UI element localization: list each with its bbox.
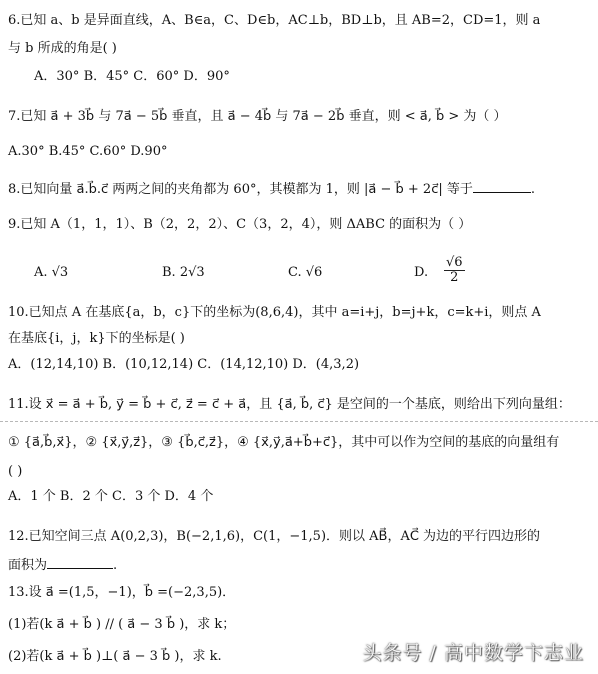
watermark: 头条号 / 高中数学卞志业 — [362, 642, 584, 664]
question-10-line-2: 在基底{i，j，k}下的坐标是( ) — [8, 331, 185, 346]
question-8-stem — [8, 180, 535, 199]
fraction-denominator: 2 — [450, 270, 459, 285]
question-7-options: A.30° B.45° C.60° D.90° — [8, 144, 168, 159]
question-9-stem: 9.已知 A（1，1，1）、B（2，2，2）、C（3，2，4），则 ΔABC 的面积为（ ） — [8, 217, 472, 232]
question-11-line-3: ( ) — [8, 464, 23, 479]
question-7-stem: 7.已知 a⃗ + 3b⃗ 与 7a⃗ − 5b⃗ 垂直，且 a⃗ − 4b⃗ 与 7a⃗ − 2b⃗ 垂直，则 < a⃗, b⃗ > 为（ ） — [8, 109, 507, 124]
question-8-text: 8.已知向量 a⃗.b⃗.c⃗ 两两之间的夹角都为 60°，其模都为 1，则 |a⃗ − b⃗ + 2c⃗| 等于 — [8, 182, 473, 197]
page-divider — [0, 421, 598, 422]
question-12-text: 面积为 — [8, 558, 48, 573]
fraction-numerator: √6 — [446, 255, 463, 270]
question-13-part-1: (1)若(k a⃗ + b⃗ ) // ( a⃗ − 3 b⃗ )，求 k； — [8, 617, 236, 632]
question-6-options: A．30° B．45° C．60° D．90° — [34, 69, 230, 84]
answer-blank — [473, 180, 531, 193]
question-12-line-2 — [8, 556, 117, 575]
question-13-stem: 13.设 a⃗ =(1,5，−1)，b⃗ =(−2,3,5)． — [8, 585, 236, 600]
question-11-options: A．1 个 B．2 个 C．3 个 D．4 个 — [8, 489, 214, 504]
question-10-line-1: 10.已知点 A 在基底{a，b，c}下的坐标为(8,6,4)，其中 a=i+j，b=j+k，c=k+i，则点 A — [8, 305, 541, 320]
question-9-options — [34, 255, 474, 298]
question-9-option-c: C. √6 — [288, 265, 323, 280]
question-11-line-1: 11.设 x⃗ = a⃗ + b⃗, y⃗ = b⃗ + c⃗, z⃗ = c⃗ + a⃗，且 {a⃗, b⃗, c⃗} 是空间的一个基底，则给出下列向量组： — [8, 397, 571, 412]
question-9-option-d-label: D. — [414, 265, 429, 280]
question-12-line-1: 12.已知空间三点 A(0,2,3)，B(−2,1,6)，C(1，−1,5)．则以 AB⃗，AC⃗ 为边的平行四边形的 — [8, 529, 541, 544]
question-9-option-d-fraction — [444, 256, 465, 285]
question-9-option-b: B. 2√3 — [162, 265, 205, 280]
question-9-option-a: A. √3 — [34, 265, 69, 280]
question-6-line-2: 与 b 所成的角是( ) — [8, 41, 117, 56]
question-12-end: . — [113, 558, 118, 573]
question-10-options: A．(12,14,10) B．(10,12,14) C．(14,12,10) D．(4,3,2) — [8, 357, 360, 372]
question-6-line-1: 6.已知 a、b 是异面直线，A、B∈a，C、D∈b，AC⊥b，BD⊥b，且 AB=2，CD=1，则 a — [8, 13, 541, 28]
answer-blank — [47, 556, 113, 569]
question-11-line-2: ① {a⃗,b⃗,x⃗}，② {x⃗,y⃗,z⃗}，③ {b⃗,c⃗,z⃗}，④ {x⃗,y⃗,a⃗+b⃗+c⃗}，其中可以作为空间的基底的向量组有 — [8, 435, 560, 450]
question-13-part-2: (2)若(k a⃗ + b⃗ )⊥( a⃗ − 3 b⃗ )，求 k. — [8, 649, 222, 664]
question-8-end: . — [530, 182, 535, 197]
